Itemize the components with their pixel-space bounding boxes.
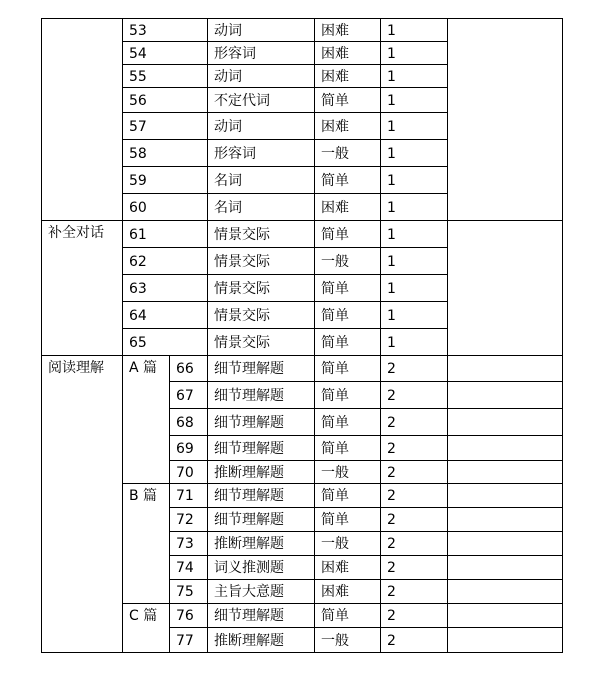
score: 1 — [381, 42, 448, 65]
question-number: 77 — [170, 628, 208, 653]
question-number: 71 — [170, 484, 208, 508]
question-type: 情景交际 — [208, 329, 315, 356]
difficulty: 简单 — [315, 382, 381, 409]
difficulty: 困难 — [315, 113, 381, 140]
question-type: 动词 — [208, 19, 315, 42]
question-type: 情景交际 — [208, 302, 315, 329]
score: 1 — [381, 302, 448, 329]
remarks-cell — [448, 556, 563, 580]
question-number: 58 — [123, 140, 208, 167]
remarks-cell — [448, 356, 563, 382]
remarks-cell — [448, 508, 563, 532]
remarks-cell — [448, 221, 563, 356]
question-number: 54 — [123, 42, 208, 65]
question-number: 66 — [170, 356, 208, 382]
score: 1 — [381, 329, 448, 356]
remarks-cell — [448, 382, 563, 409]
question-type: 名词 — [208, 194, 315, 221]
question-type: 主旨大意题 — [208, 580, 315, 604]
score: 2 — [381, 382, 448, 409]
difficulty: 简单 — [315, 604, 381, 628]
question-type: 动词 — [208, 113, 315, 140]
question-number: 61 — [123, 221, 208, 248]
question-number: 62 — [123, 248, 208, 275]
question-number: 68 — [170, 409, 208, 436]
score: 1 — [381, 248, 448, 275]
question-type: 细节理解题 — [208, 508, 315, 532]
score: 1 — [381, 275, 448, 302]
score: 1 — [381, 221, 448, 248]
table-row — [42, 356, 563, 382]
passage-label: B 篇 — [123, 484, 170, 604]
question-type: 细节理解题 — [208, 382, 315, 409]
score: 1 — [381, 113, 448, 140]
question-type: 推断理解题 — [208, 461, 315, 484]
remarks-cell — [448, 580, 563, 604]
score: 2 — [381, 580, 448, 604]
score: 2 — [381, 604, 448, 628]
question-number: 59 — [123, 167, 208, 194]
score: 2 — [381, 409, 448, 436]
score: 1 — [381, 65, 448, 88]
question-type: 形容词 — [208, 42, 315, 65]
table-row — [42, 221, 563, 248]
difficulty: 简单 — [315, 356, 381, 382]
score: 2 — [381, 484, 448, 508]
question-number: 76 — [170, 604, 208, 628]
section-label-reading: 阅读理解 — [42, 356, 123, 653]
question-type: 细节理解题 — [208, 604, 315, 628]
difficulty: 简单 — [315, 275, 381, 302]
question-number: 56 — [123, 88, 208, 113]
question-number: 74 — [170, 556, 208, 580]
difficulty: 一般 — [315, 140, 381, 167]
question-number: 60 — [123, 194, 208, 221]
question-type: 情景交际 — [208, 221, 315, 248]
difficulty: 简单 — [315, 436, 381, 461]
remarks-cell — [448, 604, 563, 628]
difficulty: 简单 — [315, 484, 381, 508]
remarks-cell — [448, 19, 563, 221]
question-number: 65 — [123, 329, 208, 356]
difficulty: 困难 — [315, 65, 381, 88]
passage-label: A 篇 — [123, 356, 170, 484]
difficulty: 一般 — [315, 248, 381, 275]
difficulty: 一般 — [315, 461, 381, 484]
score: 1 — [381, 167, 448, 194]
question-type: 情景交际 — [208, 275, 315, 302]
question-type: 词义推测题 — [208, 556, 315, 580]
difficulty: 困难 — [315, 42, 381, 65]
remarks-cell — [448, 484, 563, 508]
question-type: 推断理解题 — [208, 532, 315, 556]
score: 1 — [381, 140, 448, 167]
difficulty: 简单 — [315, 167, 381, 194]
remarks-cell — [448, 461, 563, 484]
difficulty: 困难 — [315, 580, 381, 604]
table-row — [42, 19, 563, 42]
question-number: 75 — [170, 580, 208, 604]
section-label-dialogue: 补全对话 — [42, 221, 123, 356]
section-cell-empty — [42, 19, 123, 221]
question-type: 细节理解题 — [208, 436, 315, 461]
difficulty: 简单 — [315, 88, 381, 113]
question-number: 57 — [123, 113, 208, 140]
score: 1 — [381, 19, 448, 42]
question-type: 推断理解题 — [208, 628, 315, 653]
difficulty: 简单 — [315, 221, 381, 248]
score: 2 — [381, 508, 448, 532]
score: 2 — [381, 356, 448, 382]
difficulty: 一般 — [315, 628, 381, 653]
score: 2 — [381, 436, 448, 461]
question-type: 细节理解题 — [208, 356, 315, 382]
difficulty: 困难 — [315, 556, 381, 580]
score: 1 — [381, 88, 448, 113]
difficulty: 困难 — [315, 194, 381, 221]
score: 2 — [381, 532, 448, 556]
question-number: 70 — [170, 461, 208, 484]
passage-label: C 篇 — [123, 604, 170, 653]
remarks-cell — [448, 532, 563, 556]
remarks-cell — [448, 409, 563, 436]
score: 2 — [381, 461, 448, 484]
question-type: 细节理解题 — [208, 409, 315, 436]
score: 2 — [381, 556, 448, 580]
score: 2 — [381, 628, 448, 653]
question-number: 67 — [170, 382, 208, 409]
question-type: 细节理解题 — [208, 484, 315, 508]
question-type: 不定代词 — [208, 88, 315, 113]
score: 1 — [381, 194, 448, 221]
difficulty: 简单 — [315, 409, 381, 436]
difficulty: 简单 — [315, 302, 381, 329]
question-number: 73 — [170, 532, 208, 556]
question-number: 69 — [170, 436, 208, 461]
remarks-cell — [448, 628, 563, 653]
difficulty: 困难 — [315, 19, 381, 42]
question-type: 名词 — [208, 167, 315, 194]
question-number: 63 — [123, 275, 208, 302]
exam-analysis-table — [41, 18, 563, 653]
difficulty: 一般 — [315, 532, 381, 556]
difficulty: 简单 — [315, 329, 381, 356]
question-type: 动词 — [208, 65, 315, 88]
question-number: 55 — [123, 65, 208, 88]
question-number: 64 — [123, 302, 208, 329]
question-number: 72 — [170, 508, 208, 532]
question-number: 53 — [123, 19, 208, 42]
difficulty: 简单 — [315, 508, 381, 532]
question-type: 情景交际 — [208, 248, 315, 275]
question-type: 形容词 — [208, 140, 315, 167]
remarks-cell — [448, 436, 563, 461]
